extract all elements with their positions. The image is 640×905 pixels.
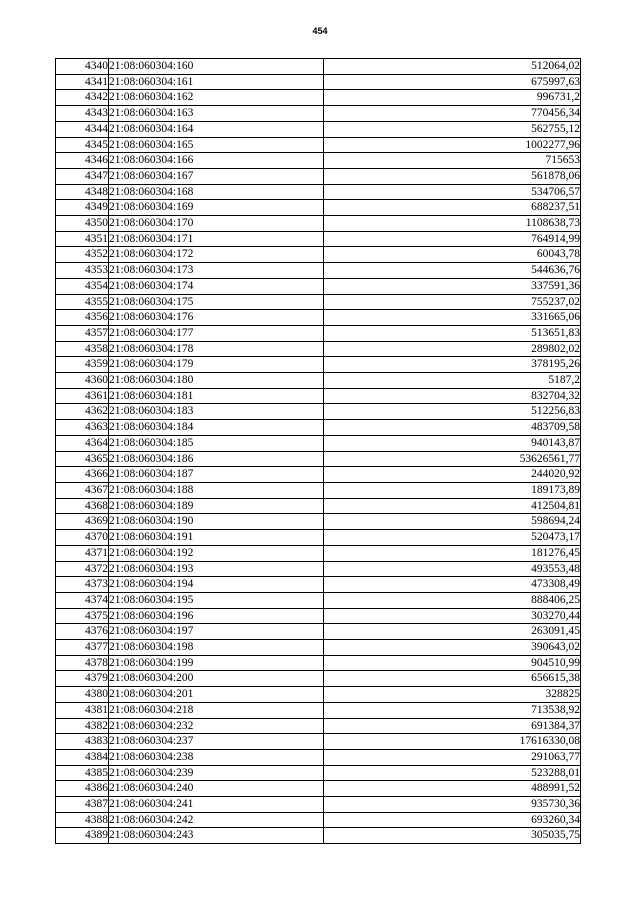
table-row <box>56 592 581 608</box>
table-row <box>56 90 581 106</box>
cadastral-number-cell: 21:08:060304:183 <box>109 404 324 420</box>
table-row <box>56 734 581 750</box>
row-number-cell: 4351 <box>56 231 109 247</box>
row-number-cell: 4381 <box>56 702 109 718</box>
cadastral-number-cell: 21:08:060304:178 <box>109 341 324 357</box>
table-row <box>56 765 581 781</box>
cadastral-number-cell: 21:08:060304:185 <box>109 435 324 451</box>
cadastral-number-cell: 21:08:060304:218 <box>109 702 324 718</box>
row-number-cell: 4360 <box>56 373 109 389</box>
cadastral-value-cell: 656615,38 <box>324 671 581 687</box>
cadastral-value-cell: 289802,02 <box>324 341 581 357</box>
table-row <box>56 388 581 404</box>
table-row <box>56 797 581 813</box>
row-number-cell: 4346 <box>56 153 109 169</box>
row-number-cell: 4361 <box>56 388 109 404</box>
table-row <box>56 514 581 530</box>
row-number-cell: 4386 <box>56 781 109 797</box>
table-row <box>56 153 581 169</box>
cadastral-value-cell: 328825 <box>324 687 581 703</box>
row-number-cell: 4385 <box>56 765 109 781</box>
row-number-cell: 4348 <box>56 184 109 200</box>
cadastral-value-cell: 764914,99 <box>324 231 581 247</box>
table-row <box>56 608 581 624</box>
table-row <box>56 325 581 341</box>
row-number-cell: 4364 <box>56 435 109 451</box>
row-number-cell: 4384 <box>56 749 109 765</box>
row-number-cell: 4342 <box>56 90 109 106</box>
table-row <box>56 812 581 828</box>
cadastral-number-cell: 21:08:060304:174 <box>109 278 324 294</box>
table-row <box>56 373 581 389</box>
cadastral-number-cell: 21:08:060304:165 <box>109 137 324 153</box>
row-number-cell: 4352 <box>56 247 109 263</box>
cadastral-number-cell: 21:08:060304:189 <box>109 498 324 514</box>
cadastral-number-cell: 21:08:060304:188 <box>109 482 324 498</box>
cadastral-number-cell: 21:08:060304:201 <box>109 687 324 703</box>
cadastral-value-cell: 1002277,96 <box>324 137 581 153</box>
cadastral-value-cell: 263091,45 <box>324 624 581 640</box>
row-number-cell: 4365 <box>56 451 109 467</box>
cadastral-value-cell: 337591,36 <box>324 278 581 294</box>
cadastral-value-cell: 904510,99 <box>324 655 581 671</box>
cadastral-number-cell: 21:08:060304:240 <box>109 781 324 797</box>
cadastral-value-cell: 60043,78 <box>324 247 581 263</box>
table-row <box>56 137 581 153</box>
cadastral-number-cell: 21:08:060304:162 <box>109 90 324 106</box>
table-body <box>56 59 581 844</box>
cadastral-value-cell: 544636,76 <box>324 263 581 279</box>
cadastral-value-cell: 5187,2 <box>324 373 581 389</box>
cadastral-number-cell: 21:08:060304:181 <box>109 388 324 404</box>
cadastral-value-cell: 770456,34 <box>324 106 581 122</box>
table-row <box>56 357 581 373</box>
table-row <box>56 828 581 844</box>
table-row <box>56 655 581 671</box>
cadastral-value-cell: 378195,26 <box>324 357 581 373</box>
cadastral-value-cell: 675997,63 <box>324 74 581 90</box>
cadastral-number-cell: 21:08:060304:166 <box>109 153 324 169</box>
table-row <box>56 718 581 734</box>
table-row <box>56 59 581 75</box>
table-row <box>56 74 581 90</box>
row-number-cell: 4363 <box>56 420 109 436</box>
row-number-cell: 4367 <box>56 482 109 498</box>
table-row <box>56 545 581 561</box>
cadastral-value-cell: 512064,02 <box>324 59 581 75</box>
cadastral-number-cell: 21:08:060304:184 <box>109 420 324 436</box>
cadastral-number-cell: 21:08:060304:239 <box>109 765 324 781</box>
table-row <box>56 121 581 137</box>
row-number-cell: 4382 <box>56 718 109 734</box>
cadastral-number-cell: 21:08:060304:160 <box>109 59 324 75</box>
cadastral-value-cell: 523288,01 <box>324 765 581 781</box>
cadastral-number-cell: 21:08:060304:169 <box>109 200 324 216</box>
table-row <box>56 749 581 765</box>
table-row <box>56 702 581 718</box>
cadastral-value-cell: 996731,2 <box>324 90 581 106</box>
row-number-cell: 4341 <box>56 74 109 90</box>
cadastral-value-cell: 832704,32 <box>324 388 581 404</box>
cadastral-value-table <box>55 58 581 844</box>
cadastral-number-cell: 21:08:060304:172 <box>109 247 324 263</box>
cadastral-number-cell: 21:08:060304:238 <box>109 749 324 765</box>
cadastral-number-cell: 21:08:060304:199 <box>109 655 324 671</box>
table-row <box>56 216 581 232</box>
table-row <box>56 247 581 263</box>
row-number-cell: 4356 <box>56 310 109 326</box>
row-number-cell: 4387 <box>56 797 109 813</box>
cadastral-number-cell: 21:08:060304:177 <box>109 325 324 341</box>
cadastral-number-cell: 21:08:060304:170 <box>109 216 324 232</box>
cadastral-value-cell: 561878,06 <box>324 168 581 184</box>
cadastral-value-cell: 713538,92 <box>324 702 581 718</box>
cadastral-number-cell: 21:08:060304:191 <box>109 530 324 546</box>
table-row <box>56 294 581 310</box>
row-number-cell: 4375 <box>56 608 109 624</box>
cadastral-value-cell: 483709,58 <box>324 420 581 436</box>
row-number-cell: 4374 <box>56 592 109 608</box>
cadastral-number-cell: 21:08:060304:164 <box>109 121 324 137</box>
cadastral-value-cell: 562755,12 <box>324 121 581 137</box>
row-number-cell: 4383 <box>56 734 109 750</box>
cadastral-value-cell: 17616330,08 <box>324 734 581 750</box>
cadastral-number-cell: 21:08:060304:195 <box>109 592 324 608</box>
cadastral-value-cell: 688237,51 <box>324 200 581 216</box>
table-row <box>56 561 581 577</box>
row-number-cell: 4340 <box>56 59 109 75</box>
row-number-cell: 4378 <box>56 655 109 671</box>
row-number-cell: 4343 <box>56 106 109 122</box>
cadastral-number-cell: 21:08:060304:200 <box>109 671 324 687</box>
row-number-cell: 4368 <box>56 498 109 514</box>
row-number-cell: 4358 <box>56 341 109 357</box>
cadastral-value-cell: 390643,02 <box>324 640 581 656</box>
table-row <box>56 498 581 514</box>
row-number-cell: 4362 <box>56 404 109 420</box>
table-row <box>56 781 581 797</box>
row-number-cell: 4359 <box>56 357 109 373</box>
row-number-cell: 4357 <box>56 325 109 341</box>
table-row <box>56 310 581 326</box>
table-row <box>56 278 581 294</box>
cadastral-value-cell: 691384,37 <box>324 718 581 734</box>
cadastral-number-cell: 21:08:060304:173 <box>109 263 324 279</box>
cadastral-value-cell: 189173,89 <box>324 482 581 498</box>
row-number-cell: 4389 <box>56 828 109 844</box>
cadastral-number-cell: 21:08:060304:186 <box>109 451 324 467</box>
cadastral-value-cell: 488991,52 <box>324 781 581 797</box>
table-row <box>56 435 581 451</box>
cadastral-value-cell: 693260,34 <box>324 812 581 828</box>
cadastral-value-cell: 513651,83 <box>324 325 581 341</box>
cadastral-number-cell: 21:08:060304:196 <box>109 608 324 624</box>
cadastral-value-cell: 940143,87 <box>324 435 581 451</box>
cadastral-number-cell: 21:08:060304:180 <box>109 373 324 389</box>
row-number-cell: 4347 <box>56 168 109 184</box>
cadastral-value-cell: 1108638,73 <box>324 216 581 232</box>
cadastral-value-cell: 473308,49 <box>324 577 581 593</box>
table-row <box>56 640 581 656</box>
row-number-cell: 4372 <box>56 561 109 577</box>
cadastral-value-cell: 181276,45 <box>324 545 581 561</box>
row-number-cell: 4345 <box>56 137 109 153</box>
cadastral-number-cell: 21:08:060304:232 <box>109 718 324 734</box>
table-row <box>56 168 581 184</box>
cadastral-value-cell: 534706,57 <box>324 184 581 200</box>
cadastral-value-cell: 755237,02 <box>324 294 581 310</box>
cadastral-value-cell: 244020,92 <box>324 467 581 483</box>
cadastral-value-cell: 291063,77 <box>324 749 581 765</box>
table-row <box>56 530 581 546</box>
cadastral-number-cell: 21:08:060304:194 <box>109 577 324 593</box>
cadastral-value-cell: 598694,24 <box>324 514 581 530</box>
cadastral-number-cell: 21:08:060304:241 <box>109 797 324 813</box>
cadastral-number-cell: 21:08:060304:237 <box>109 734 324 750</box>
table-row <box>56 624 581 640</box>
table-row <box>56 231 581 247</box>
cadastral-number-cell: 21:08:060304:163 <box>109 106 324 122</box>
cadastral-number-cell: 21:08:060304:192 <box>109 545 324 561</box>
row-number-cell: 4344 <box>56 121 109 137</box>
table-row <box>56 341 581 357</box>
cadastral-value-cell: 935730,36 <box>324 797 581 813</box>
table-row <box>56 671 581 687</box>
cadastral-number-cell: 21:08:060304:187 <box>109 467 324 483</box>
table-row <box>56 404 581 420</box>
cadastral-number-cell: 21:08:060304:198 <box>109 640 324 656</box>
cadastral-number-cell: 21:08:060304:175 <box>109 294 324 310</box>
cadastral-number-cell: 21:08:060304:190 <box>109 514 324 530</box>
cadastral-number-cell: 21:08:060304:242 <box>109 812 324 828</box>
table-row <box>56 106 581 122</box>
table-row <box>56 687 581 703</box>
cadastral-number-cell: 21:08:060304:168 <box>109 184 324 200</box>
cadastral-number-cell: 21:08:060304:161 <box>109 74 324 90</box>
row-number-cell: 4371 <box>56 545 109 561</box>
cadastral-number-cell: 21:08:060304:167 <box>109 168 324 184</box>
table-row <box>56 482 581 498</box>
cadastral-value-cell: 520473,17 <box>324 530 581 546</box>
row-number-cell: 4354 <box>56 278 109 294</box>
cadastral-number-cell: 21:08:060304:176 <box>109 310 324 326</box>
cadastral-number-cell: 21:08:060304:171 <box>109 231 324 247</box>
row-number-cell: 4373 <box>56 577 109 593</box>
table-row <box>56 577 581 593</box>
cadastral-value-cell: 305035,75 <box>324 828 581 844</box>
row-number-cell: 4380 <box>56 687 109 703</box>
table-row <box>56 263 581 279</box>
row-number-cell: 4355 <box>56 294 109 310</box>
row-number-cell: 4369 <box>56 514 109 530</box>
cadastral-value-cell: 715653 <box>324 153 581 169</box>
row-number-cell: 4349 <box>56 200 109 216</box>
row-number-cell: 4376 <box>56 624 109 640</box>
cadastral-value-cell: 888406,25 <box>324 592 581 608</box>
row-number-cell: 4377 <box>56 640 109 656</box>
cadastral-value-cell: 493553,48 <box>324 561 581 577</box>
cadastral-number-cell: 21:08:060304:243 <box>109 828 324 844</box>
table-row <box>56 467 581 483</box>
table-row <box>56 451 581 467</box>
row-number-cell: 4350 <box>56 216 109 232</box>
row-number-cell: 4370 <box>56 530 109 546</box>
cadastral-value-cell: 53626561,77 <box>324 451 581 467</box>
row-number-cell: 4353 <box>56 263 109 279</box>
row-number-cell: 4388 <box>56 812 109 828</box>
row-number-cell: 4379 <box>56 671 109 687</box>
cadastral-value-cell: 512256,83 <box>324 404 581 420</box>
table-row <box>56 200 581 216</box>
cadastral-value-cell: 303270,44 <box>324 608 581 624</box>
table-row <box>56 420 581 436</box>
cadastral-number-cell: 21:08:060304:193 <box>109 561 324 577</box>
table-row <box>56 184 581 200</box>
cadastral-value-cell: 412504,81 <box>324 498 581 514</box>
row-number-cell: 4366 <box>56 467 109 483</box>
cadastral-number-cell: 21:08:060304:197 <box>109 624 324 640</box>
cadastral-number-cell: 21:08:060304:179 <box>109 357 324 373</box>
cadastral-value-cell: 331665,06 <box>324 310 581 326</box>
page-number: 454 <box>312 26 328 36</box>
